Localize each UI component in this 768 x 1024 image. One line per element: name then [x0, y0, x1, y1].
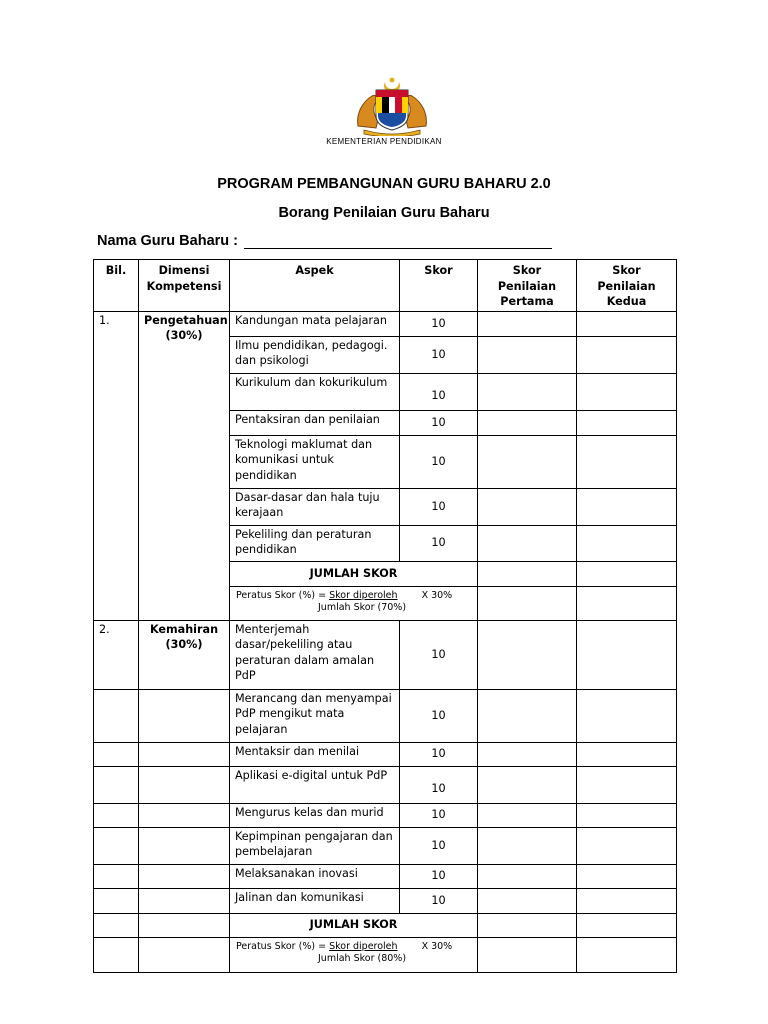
- aspect-label: Melaksanakan inovasi: [230, 864, 400, 888]
- second-score-cell[interactable]: [577, 864, 677, 888]
- aspect-label: Mentaksir dan menilai: [230, 742, 400, 766]
- percentage-formula: [230, 586, 478, 620]
- empty-cell: [139, 689, 230, 742]
- first-total-cell[interactable]: [478, 913, 577, 937]
- second-score-cell[interactable]: [577, 766, 677, 803]
- formula-denominator: Jumlah Skor (70%): [318, 601, 407, 613]
- second-score-cell[interactable]: [577, 525, 677, 561]
- max-score: 10: [400, 766, 478, 803]
- dimension-weight: (30%): [165, 329, 203, 342]
- second-score-cell[interactable]: [577, 888, 677, 913]
- max-score: 10: [400, 864, 478, 888]
- empty-cell: [94, 864, 139, 888]
- second-score-cell[interactable]: [577, 435, 677, 488]
- dimension-name: Kemahiran: [149, 622, 219, 636]
- section-dimension: [139, 311, 230, 620]
- max-score: 10: [400, 410, 478, 435]
- total-score-label: JUMLAH SKOR: [230, 561, 478, 586]
- second-score-cell[interactable]: [577, 311, 677, 336]
- first-percentage-cell[interactable]: [478, 586, 577, 620]
- aspect-label: Aplikasi e-digital untuk PdP: [230, 766, 400, 803]
- second-score-cell[interactable]: [577, 373, 677, 410]
- first-score-cell[interactable]: [478, 766, 577, 803]
- table-row: [94, 620, 677, 689]
- second-total-cell[interactable]: [577, 561, 677, 586]
- first-score-cell[interactable]: [478, 336, 577, 373]
- header-bil: Bil.: [94, 260, 139, 312]
- formula-denominator: Jumlah Skor (80%): [318, 952, 407, 964]
- table-row: [94, 888, 677, 913]
- ministry-name: KEMENTERIAN PENDIDIKAN: [326, 137, 442, 146]
- second-percentage-cell[interactable]: [577, 937, 677, 972]
- empty-cell: [139, 888, 230, 913]
- empty-cell: [139, 913, 230, 937]
- formula-multiplier: X 30%: [421, 940, 453, 952]
- empty-cell: [139, 937, 230, 972]
- second-score-cell[interactable]: [577, 803, 677, 827]
- aspect-label: Mengurus kelas dan murid: [230, 803, 400, 827]
- first-score-cell[interactable]: [478, 742, 577, 766]
- section-number: 2.: [94, 620, 139, 689]
- empty-cell: [139, 803, 230, 827]
- first-score-cell[interactable]: [478, 827, 577, 864]
- aspect-label: Kandungan mata pelajaran: [230, 311, 400, 336]
- second-score-cell[interactable]: [577, 336, 677, 373]
- max-score: 10: [400, 311, 478, 336]
- table-row: [94, 864, 677, 888]
- aspect-label: Dasar-dasar dan hala tuju kerajaan: [230, 488, 400, 525]
- second-total-cell[interactable]: [577, 913, 677, 937]
- max-score: 10: [400, 803, 478, 827]
- table-row: [94, 827, 677, 864]
- aspect-label: Jalinan dan komunikasi: [230, 888, 400, 913]
- aspect-label: Kepimpinan pengajaran dan pembelajaran: [230, 827, 400, 864]
- formula-multiplier: X 30%: [421, 589, 453, 601]
- teacher-name-row: [97, 233, 577, 249]
- max-score: 10: [400, 827, 478, 864]
- second-score-cell[interactable]: [577, 827, 677, 864]
- empty-cell: [94, 827, 139, 864]
- first-score-cell[interactable]: [478, 488, 577, 525]
- empty-cell: [94, 888, 139, 913]
- dimension-weight: (30%): [165, 638, 203, 651]
- max-score: 10: [400, 620, 478, 689]
- header-skor-kedua: Skor Penilaian Kedua: [577, 260, 677, 312]
- empty-cell: [139, 827, 230, 864]
- evaluation-table: [93, 259, 677, 973]
- dimension-name: Pengetahuan: [144, 313, 228, 327]
- section-dimension: [139, 620, 230, 689]
- aspect-label: Ilmu pendidikan, pedagogi. dan psikologi: [230, 336, 400, 373]
- first-score-cell[interactable]: [478, 689, 577, 742]
- teacher-name-label: Nama Guru Baharu :: [97, 233, 238, 249]
- table-row: [94, 766, 677, 803]
- second-score-cell[interactable]: [577, 620, 677, 689]
- formula-numerator: Skor diperoleh: [329, 589, 398, 601]
- first-score-cell[interactable]: [478, 620, 577, 689]
- max-score: 10: [400, 488, 478, 525]
- total-score-label: JUMLAH SKOR: [230, 913, 478, 937]
- table-row: [94, 742, 677, 766]
- empty-cell: [139, 766, 230, 803]
- empty-cell: [94, 937, 139, 972]
- first-total-cell[interactable]: [478, 561, 577, 586]
- empty-cell: [94, 766, 139, 803]
- coat-of-arms-logo: [352, 76, 432, 136]
- first-score-cell[interactable]: [478, 435, 577, 488]
- first-score-cell[interactable]: [478, 373, 577, 410]
- max-score: 10: [400, 336, 478, 373]
- formula-label: Peratus Skor (%) =: [236, 589, 330, 601]
- max-score: 10: [400, 742, 478, 766]
- empty-cell: [139, 742, 230, 766]
- header-skor-pertama: Skor Penilaian Pertama: [478, 260, 577, 312]
- aspect-label: Teknologi maklumat dan komunikasi untuk pendidikan: [230, 435, 400, 488]
- second-score-cell[interactable]: [577, 742, 677, 766]
- empty-cell: [139, 864, 230, 888]
- form-title: PROGRAM PEMBANGUNAN GURU BAHARU 2.0: [217, 176, 551, 192]
- empty-cell: [94, 742, 139, 766]
- formula-label: Peratus Skor (%) =: [236, 940, 330, 952]
- aspect-label: Kurikulum dan kokurikulum: [230, 373, 400, 410]
- form-subtitle: Borang Penilaian Guru Baharu: [278, 205, 490, 221]
- max-score: 10: [400, 689, 478, 742]
- table-row: [94, 311, 677, 336]
- first-score-cell[interactable]: [478, 525, 577, 561]
- first-score-cell[interactable]: [478, 311, 577, 336]
- empty-cell: [94, 913, 139, 937]
- table-header-row: [94, 260, 677, 312]
- first-score-cell[interactable]: [478, 410, 577, 435]
- header-dimensi: Dimensi Kompetensi: [139, 260, 230, 312]
- aspect-label: Pekeliling dan peraturan pendidikan: [230, 525, 400, 561]
- first-score-cell[interactable]: [478, 803, 577, 827]
- max-score: 10: [400, 435, 478, 488]
- formula-numerator: Skor diperoleh: [329, 940, 398, 952]
- total-row: [94, 913, 677, 937]
- empty-cell: [94, 689, 139, 742]
- max-score: 10: [400, 525, 478, 561]
- second-score-cell[interactable]: [577, 488, 677, 525]
- percentage-row: [94, 937, 677, 972]
- table-row: [94, 689, 677, 742]
- table-row: [94, 803, 677, 827]
- aspect-label: Merancang dan menyampai PdP mengikut mata pelajaran: [230, 689, 400, 742]
- max-score: 10: [400, 888, 478, 913]
- teacher-name-field[interactable]: [244, 234, 552, 249]
- percentage-formula: [230, 937, 478, 972]
- max-score: 10: [400, 373, 478, 410]
- header-skor: Skor: [400, 260, 478, 312]
- empty-cell: [94, 803, 139, 827]
- second-percentage-cell[interactable]: [577, 586, 677, 620]
- header-aspek: Aspek: [230, 260, 400, 312]
- second-score-cell[interactable]: [577, 689, 677, 742]
- first-score-cell[interactable]: [478, 888, 577, 913]
- second-score-cell[interactable]: [577, 410, 677, 435]
- first-percentage-cell[interactable]: [478, 937, 577, 972]
- first-score-cell[interactable]: [478, 864, 577, 888]
- aspect-label: Menterjemah dasar/pekeliling atau peraturan dalam amalan PdP: [230, 620, 400, 689]
- aspect-label: Pentaksiran dan penilaian: [230, 410, 400, 435]
- section-number: 1.: [94, 311, 139, 620]
